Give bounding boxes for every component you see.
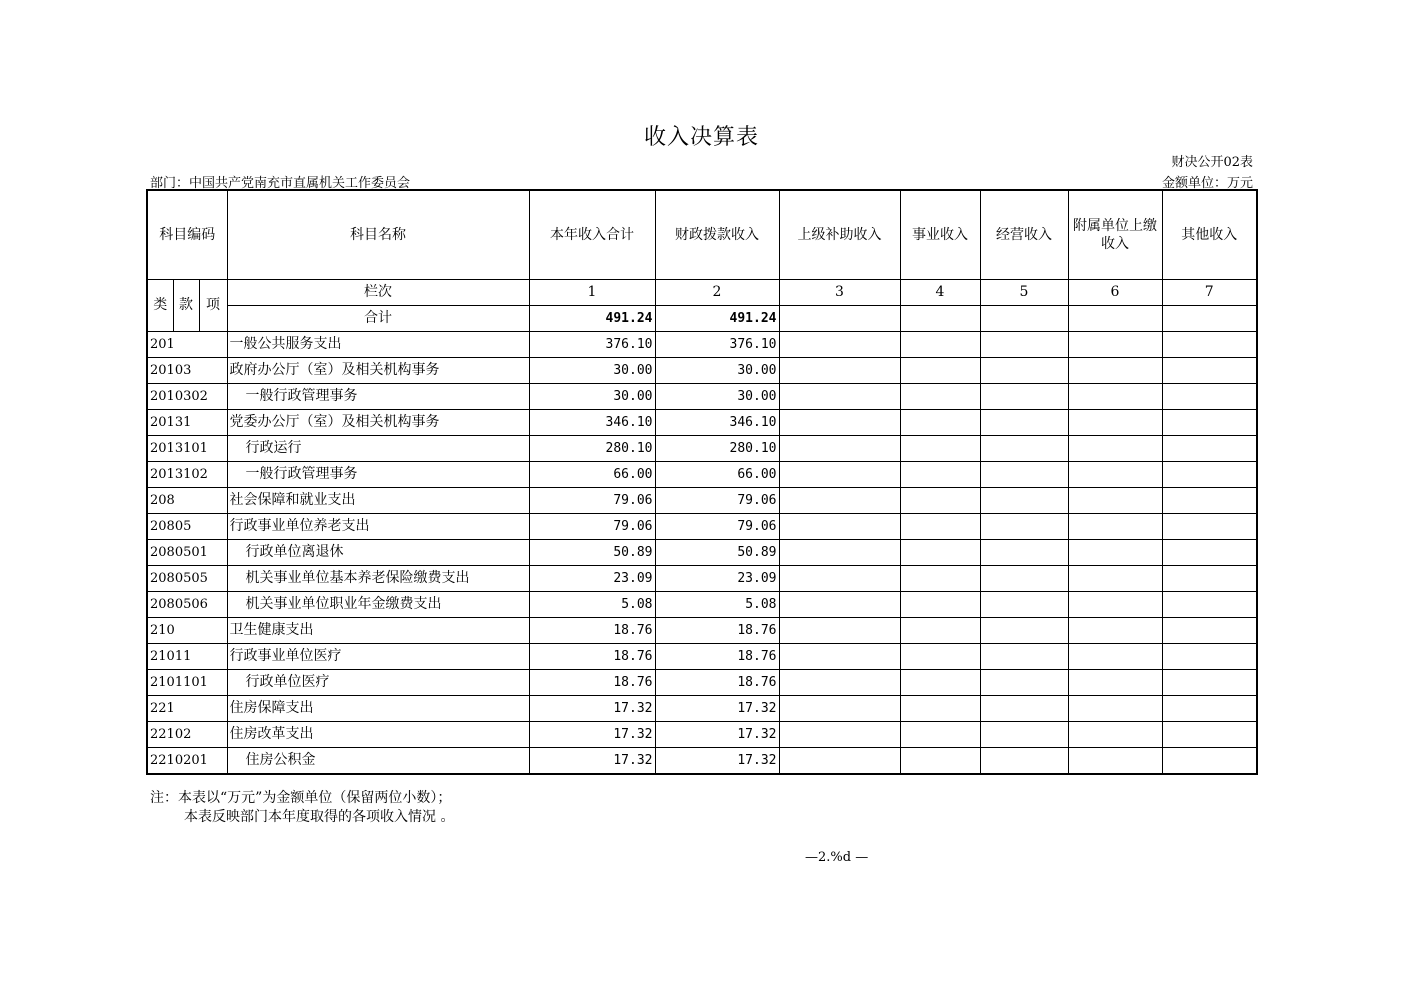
row-name: 党委办公厅（室）及相关机构事务 (227, 410, 529, 436)
row-code: 2013102 (147, 462, 227, 488)
row-c1: 79.06 (529, 488, 655, 514)
row-c5 (980, 488, 1068, 514)
table-row (147, 696, 1257, 722)
row-c2: 30.00 (655, 358, 779, 384)
row-name: 住房保障支出 (227, 696, 529, 722)
row-code: 20805 (147, 514, 227, 540)
row-c6 (1068, 618, 1162, 644)
row-c4 (900, 436, 980, 462)
row-c5 (980, 514, 1068, 540)
header-lanci: 栏次 (227, 280, 529, 306)
row-c6 (1068, 410, 1162, 436)
column-number-row (147, 280, 1257, 306)
colno-4: 4 (900, 280, 980, 306)
total-label: 合计 (227, 306, 529, 332)
header-lei: 类 (147, 280, 173, 332)
row-c3 (779, 410, 900, 436)
row-name: 行政运行 (227, 436, 529, 462)
row-c6 (1068, 566, 1162, 592)
row-c7 (1162, 540, 1257, 566)
table-body (147, 332, 1257, 775)
row-c2: 79.06 (655, 488, 779, 514)
table-row (147, 540, 1257, 566)
table-row (147, 514, 1257, 540)
row-c6 (1068, 670, 1162, 696)
row-c3 (779, 696, 900, 722)
row-c4 (900, 332, 980, 358)
row-c5 (980, 384, 1068, 410)
page-title: 收入决算表 (643, 125, 759, 150)
row-name: 住房公积金 (227, 748, 529, 775)
total-c4 (900, 306, 980, 332)
row-c2: 17.32 (655, 696, 779, 722)
row-c1: 66.00 (529, 462, 655, 488)
row-c1: 17.32 (529, 748, 655, 775)
row-code: 201 (147, 332, 227, 358)
row-c4 (900, 618, 980, 644)
page-number: —2.%d — (805, 850, 869, 865)
row-c3 (779, 514, 900, 540)
department-label: 部门：中国共产党南充市直属机关工作委员会 (150, 176, 411, 191)
row-c1: 50.89 (529, 540, 655, 566)
row-name: 行政单位医疗 (227, 670, 529, 696)
row-c7 (1162, 488, 1257, 514)
row-c2: 5.08 (655, 592, 779, 618)
row-code: 21011 (147, 644, 227, 670)
colno-5: 5 (980, 280, 1068, 306)
row-c1: 18.76 (529, 670, 655, 696)
row-code: 2210201 (147, 748, 227, 775)
row-c2: 17.32 (655, 722, 779, 748)
row-c1: 346.10 (529, 410, 655, 436)
row-c3 (779, 618, 900, 644)
row-c4 (900, 540, 980, 566)
header-kuan: 款 (173, 280, 199, 332)
row-name: 住房改革支出 (227, 722, 529, 748)
table-row (147, 332, 1257, 358)
row-c6 (1068, 592, 1162, 618)
row-c4 (900, 410, 980, 436)
row-c4 (900, 722, 980, 748)
row-c1: 79.06 (529, 514, 655, 540)
table-row (147, 618, 1257, 644)
colno-2: 2 (655, 280, 779, 306)
row-c1: 376.10 (529, 332, 655, 358)
row-c4 (900, 670, 980, 696)
row-c7 (1162, 670, 1257, 696)
row-c2: 18.76 (655, 644, 779, 670)
table-row (147, 670, 1257, 696)
row-name: 机关事业单位职业年金缴费支出 (227, 592, 529, 618)
row-c3 (779, 462, 900, 488)
table-row (147, 748, 1257, 775)
header-c3: 上级补助收入 (779, 190, 900, 280)
header-c5: 经营收入 (980, 190, 1068, 280)
row-c1: 18.76 (529, 644, 655, 670)
total-c5 (980, 306, 1068, 332)
row-c1: 18.76 (529, 618, 655, 644)
row-c3 (779, 748, 900, 775)
row-c7 (1162, 436, 1257, 462)
row-c1: 5.08 (529, 592, 655, 618)
amount-unit-label: 金额单位：万元 (1161, 176, 1253, 191)
row-c2: 18.76 (655, 670, 779, 696)
row-code: 20131 (147, 410, 227, 436)
row-c4 (900, 384, 980, 410)
row-name: 政府办公厅（室）及相关机构事务 (227, 358, 529, 384)
row-c2: 79.06 (655, 514, 779, 540)
row-code: 2080501 (147, 540, 227, 566)
row-c5 (980, 670, 1068, 696)
total-c1: 491.24 (529, 306, 655, 332)
header-name: 科目名称 (227, 190, 529, 280)
row-c5 (980, 462, 1068, 488)
row-c5 (980, 722, 1068, 748)
row-code: 2010302 (147, 384, 227, 410)
row-code: 2013101 (147, 436, 227, 462)
total-c7 (1162, 306, 1257, 332)
row-code: 221 (147, 696, 227, 722)
row-c4 (900, 696, 980, 722)
row-code: 2080506 (147, 592, 227, 618)
total-c6 (1068, 306, 1162, 332)
table-row (147, 488, 1257, 514)
row-name: 机关事业单位基本养老保险缴费支出 (227, 566, 529, 592)
table-row (147, 722, 1257, 748)
row-code: 2101101 (147, 670, 227, 696)
row-c6 (1068, 384, 1162, 410)
table-row (147, 384, 1257, 410)
table-header-row (147, 190, 1257, 280)
row-name: 一般行政管理事务 (227, 384, 529, 410)
row-c6 (1068, 436, 1162, 462)
form-number: 财决公开02表 (1171, 155, 1253, 170)
row-c4 (900, 644, 980, 670)
row-c3 (779, 644, 900, 670)
row-c5 (980, 332, 1068, 358)
row-c2: 50.89 (655, 540, 779, 566)
table-row (147, 462, 1257, 488)
row-c5 (980, 696, 1068, 722)
row-c6 (1068, 748, 1162, 775)
row-c2: 18.76 (655, 618, 779, 644)
row-c7 (1162, 748, 1257, 775)
row-c5 (980, 358, 1068, 384)
header-c2: 财政拨款收入 (655, 190, 779, 280)
row-c7 (1162, 592, 1257, 618)
row-c4 (900, 488, 980, 514)
row-c2: 280.10 (655, 436, 779, 462)
row-code: 22102 (147, 722, 227, 748)
row-c2: 346.10 (655, 410, 779, 436)
row-c6 (1068, 644, 1162, 670)
row-c1: 17.32 (529, 696, 655, 722)
row-c3 (779, 566, 900, 592)
row-c5 (980, 592, 1068, 618)
row-c6 (1068, 488, 1162, 514)
row-c5 (980, 748, 1068, 775)
total-c2: 491.24 (655, 306, 779, 332)
row-c6 (1068, 696, 1162, 722)
row-code: 208 (147, 488, 227, 514)
row-c4 (900, 462, 980, 488)
row-c3 (779, 540, 900, 566)
row-c6 (1068, 722, 1162, 748)
row-c7 (1162, 410, 1257, 436)
row-name: 一般公共服务支出 (227, 332, 529, 358)
row-name: 一般行政管理事务 (227, 462, 529, 488)
row-name: 卫生健康支出 (227, 618, 529, 644)
row-c7 (1162, 644, 1257, 670)
row-c7 (1162, 462, 1257, 488)
row-c6 (1068, 332, 1162, 358)
row-code: 2080505 (147, 566, 227, 592)
row-c5 (980, 436, 1068, 462)
row-c4 (900, 748, 980, 775)
row-c4 (900, 358, 980, 384)
total-row (147, 306, 1257, 332)
header-c1: 本年收入合计 (529, 190, 655, 280)
row-name: 社会保障和就业支出 (227, 488, 529, 514)
row-c3 (779, 722, 900, 748)
table-row (147, 644, 1257, 670)
row-c2: 30.00 (655, 384, 779, 410)
row-c3 (779, 670, 900, 696)
note-line-2: 本表反映部门本年度取得的各项收入情况 。 (184, 809, 455, 825)
row-c3 (779, 488, 900, 514)
table-row (147, 592, 1257, 618)
row-c7 (1162, 358, 1257, 384)
note-line-1: 注：本表以“万元”为金额单位（保留两位小数）； (150, 790, 452, 806)
row-code: 20103 (147, 358, 227, 384)
row-c1: 23.09 (529, 566, 655, 592)
row-c2: 17.32 (655, 748, 779, 775)
row-c3 (779, 358, 900, 384)
row-name: 行政事业单位医疗 (227, 644, 529, 670)
row-code: 210 (147, 618, 227, 644)
colno-3: 3 (779, 280, 900, 306)
colno-7: 7 (1162, 280, 1257, 306)
row-c2: 376.10 (655, 332, 779, 358)
row-c7 (1162, 384, 1257, 410)
table-row (147, 358, 1257, 384)
table-row (147, 436, 1257, 462)
row-c1: 17.32 (529, 722, 655, 748)
table-row (147, 566, 1257, 592)
row-c3 (779, 592, 900, 618)
row-name: 行政事业单位养老支出 (227, 514, 529, 540)
row-c7 (1162, 514, 1257, 540)
row-c5 (980, 410, 1068, 436)
row-c7 (1162, 696, 1257, 722)
colno-6: 6 (1068, 280, 1162, 306)
row-c6 (1068, 462, 1162, 488)
row-c6 (1068, 540, 1162, 566)
row-c4 (900, 514, 980, 540)
row-c5 (980, 618, 1068, 644)
row-c4 (900, 566, 980, 592)
row-c3 (779, 332, 900, 358)
row-c7 (1162, 722, 1257, 748)
header-c7: 其他收入 (1162, 190, 1257, 280)
header-c4: 事业收入 (900, 190, 980, 280)
row-c3 (779, 384, 900, 410)
row-c5 (980, 540, 1068, 566)
row-c1: 280.10 (529, 436, 655, 462)
header-code: 科目编码 (147, 190, 227, 280)
row-c7 (1162, 618, 1257, 644)
row-c5 (980, 644, 1068, 670)
row-c1: 30.00 (529, 384, 655, 410)
header-xiang: 项 (199, 280, 227, 332)
income-table (146, 189, 1258, 775)
row-c2: 23.09 (655, 566, 779, 592)
row-c5 (980, 566, 1068, 592)
row-c7 (1162, 332, 1257, 358)
row-c2: 66.00 (655, 462, 779, 488)
table-row (147, 410, 1257, 436)
row-c4 (900, 592, 980, 618)
total-c3 (779, 306, 900, 332)
colno-1: 1 (529, 280, 655, 306)
row-c7 (1162, 566, 1257, 592)
header-c6: 附属单位上缴收入 (1068, 190, 1162, 280)
row-name: 行政单位离退休 (227, 540, 529, 566)
row-c6 (1068, 514, 1162, 540)
row-c1: 30.00 (529, 358, 655, 384)
row-c6 (1068, 358, 1162, 384)
row-c3 (779, 436, 900, 462)
